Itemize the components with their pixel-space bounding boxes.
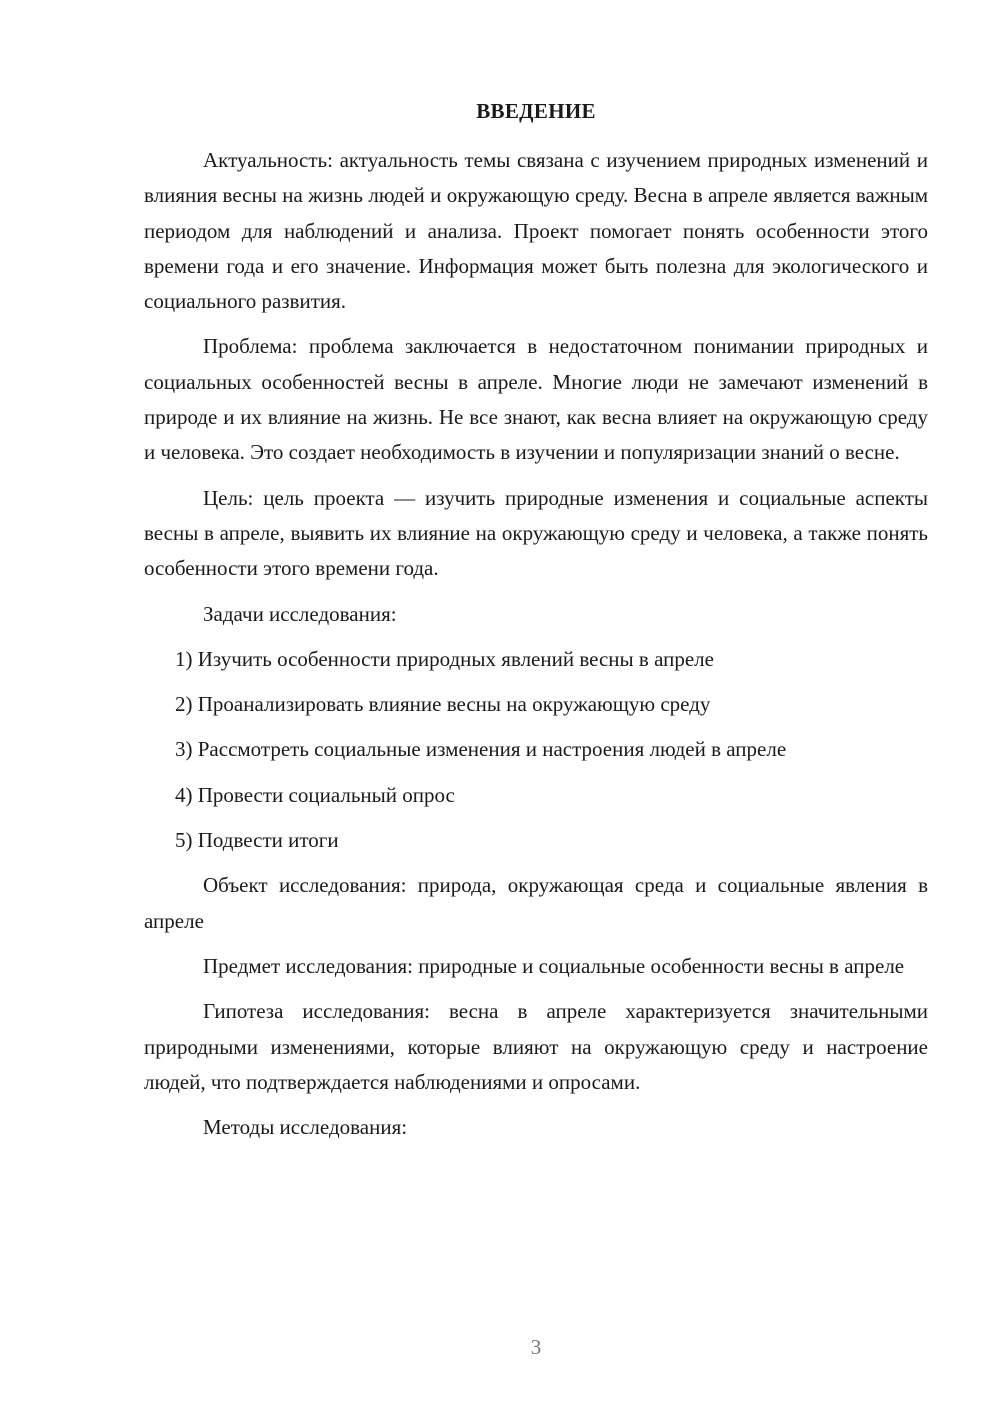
document-body [144, 143, 928, 1155]
tasks-heading: Задачи исследования: [203, 601, 397, 626]
problem-paragraph: Проблема: проблема заключается в недостаточном понимании природных и социальных особенностей весны в апреле. Многие люди не замечают изменений в природе и их влияние на жизнь. Не все знают, как весна влияет на окружающую среду и человека. Это создает необходимость в изучении и популяризации знаний о весне. [144, 334, 928, 465]
task-item-5: 5) Подвести итоги [175, 828, 339, 853]
methods-heading: Методы исследования: [203, 1115, 408, 1140]
document-page [144, 0, 928, 1414]
task-item-2: 2) Проанализировать влияние весны на окружающую среду [175, 692, 711, 717]
goal-paragraph: Цель: цель проекта — изучить природные изменения и социальные аспекты весны в апреле, выявить их влияние на окружающую среду и человека, а также понять особенности этого времени года. [144, 485, 928, 581]
subject-paragraph: Предмет исследования: природные и социальные особенности весны в апреле [203, 953, 905, 978]
page-number: 3 [530, 1335, 542, 1359]
relevance-paragraph: Актуальность: актуальность темы связана с изучением природных изменений и влияния весны на жизнь людей и окружающую среду. Весна в апреле является важным периодом для наблюдений и анализа. Проект помогает понять особенности этого времени года и его значение. Информация может быть полезна для экологического и социального развития. [144, 148, 928, 314]
task-item-4: 4) Провести социальный опрос [175, 782, 455, 807]
task-item-3: 3) Рассмотреть социальные изменения и настроения людей в апреле [175, 737, 787, 762]
object-paragraph: Объект исследования: природа, окружающая среда и социальные явления в апреле [144, 873, 928, 933]
task-item-1: 1) Изучить особенности природных явлений весны в апреле [175, 646, 714, 671]
section-title: ВВЕДЕНИЕ [476, 99, 596, 123]
hypothesis-paragraph: Гипотеза исследования: весна в апреле характеризуется значительными природными изменениями, которые влияют на окружающую среду и настроение людей, что подтверждается наблюдениями и опросами. [144, 999, 928, 1094]
